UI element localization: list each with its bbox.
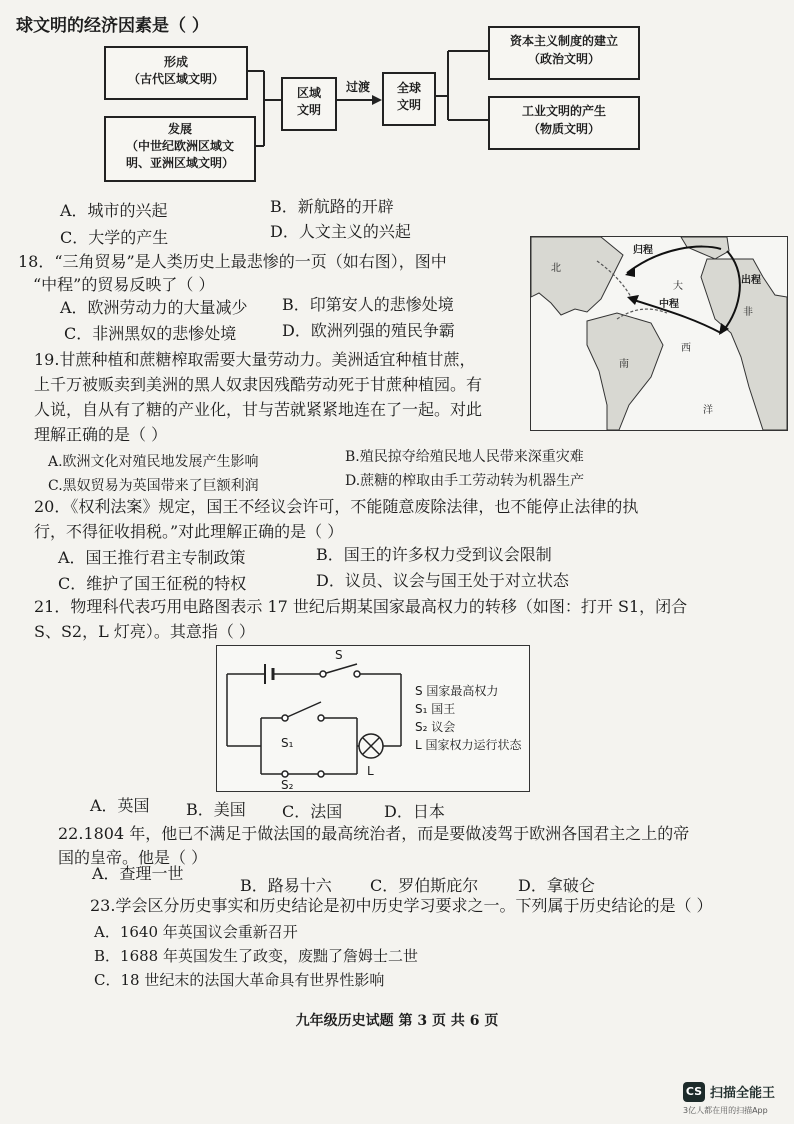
q17-option-b: B．新航路的开辟 bbox=[270, 197, 394, 216]
camscanner-name: 扫描全能王 bbox=[710, 1086, 776, 1101]
map-label-middle: 中程 bbox=[659, 299, 679, 310]
q20-option-d: D．议员、议会与国王处于对立状态 bbox=[316, 571, 569, 590]
box-industrial-line1: 工业文明的产生 bbox=[521, 104, 606, 118]
box-global-line1: 全球 bbox=[396, 81, 421, 95]
box-ancient-subtitle: （古代区域文明） bbox=[127, 72, 224, 86]
map-label-da: 大 bbox=[673, 281, 683, 292]
box-industrial-line2: （物质文明） bbox=[527, 122, 600, 136]
q23-option-b: B．1688 年英国发生了政变，废黜了詹姆士二世 bbox=[94, 947, 418, 965]
q19-option-a: A.欧洲文化对殖民地发展产生影响 bbox=[48, 454, 259, 470]
q22-line2: 国的皇帝。他是（ ） bbox=[58, 848, 208, 867]
camscanner-logo-icon: CS bbox=[683, 1082, 705, 1102]
q21-option-c: C．法国 bbox=[282, 802, 343, 821]
q17-stem: 球文明的经济因素是（ ） bbox=[16, 16, 209, 36]
box-regional-line2: 文明 bbox=[296, 103, 321, 117]
q22-option-b: B．路易十六 bbox=[240, 876, 332, 895]
box-global-line2: 文明 bbox=[396, 98, 421, 112]
circuit-label-s1: S₁ bbox=[281, 736, 294, 750]
camscanner-tagline: 3亿人都在用的扫描App bbox=[683, 1106, 768, 1115]
box-ancient-title: 形成 bbox=[163, 55, 188, 69]
q18-option-d: D．欧洲列强的殖民争霸 bbox=[282, 321, 455, 340]
q18-option-b: B．印第安人的悲惨处境 bbox=[282, 295, 454, 314]
q22-option-c: C．罗伯斯庇尔 bbox=[370, 876, 479, 895]
page-footer: 九年级历史试题 第 3 页 共 6 页 bbox=[295, 1013, 499, 1029]
circuit-label-l: L bbox=[367, 764, 374, 778]
legend-s2: S₂ 议会 bbox=[415, 720, 456, 734]
transition-label: 过渡 bbox=[345, 80, 370, 94]
q19-line4: 理解正确的是（ ） bbox=[34, 425, 168, 444]
map-label-outbound: 出程 bbox=[741, 275, 761, 286]
map-label-north-america: 北 bbox=[551, 263, 561, 274]
q20-line1: 20．《权利法案》规定，国王不经议会许可，不能随意废除法律，也不能停止法律的执 bbox=[34, 497, 639, 516]
map-drawing bbox=[531, 237, 787, 430]
q19-line1: 19.甘蔗种植和蔗糖榨取需要大量劳动力。美洲适宜种植甘蔗， bbox=[34, 350, 476, 369]
q20-option-b: B．国王的许多权力受到议会限制 bbox=[316, 545, 552, 564]
q19-option-b: B.殖民掠夺给殖民地人民带来深重灾难 bbox=[345, 449, 584, 465]
q23-option-a: A．1640 年英国议会重新召开 bbox=[94, 923, 298, 941]
q21-line2: S、S2，L 灯亮）。其意指（ ） bbox=[34, 622, 255, 641]
q18-option-c: C．非洲黑奴的悲惨处境 bbox=[64, 324, 237, 343]
q19-line3: 人说，自从有了糖的产业化，甘与苦就紧紧地连在了一起。对此 bbox=[34, 400, 483, 419]
q17-option-c: C．大学的产生 bbox=[60, 228, 169, 247]
q20-option-a: A．国王推行君主专制政策 bbox=[58, 548, 246, 567]
q18-line2: “中程”的贸易反映了（ ） bbox=[33, 275, 215, 294]
q23-stem: 23.学会区分历史事实和历史结论是初中历史学习要求之一。下列属于历史结论的是（ ） bbox=[90, 896, 713, 915]
legend-s1: S₁ 国王 bbox=[415, 702, 456, 716]
q21-option-a: A．英国 bbox=[90, 796, 150, 815]
triangular-trade-map bbox=[530, 236, 788, 431]
box-capitalism-line2: （政治文明） bbox=[527, 52, 600, 66]
q23-option-c: C．18 世纪末的法国大革命具有世界性影响 bbox=[94, 971, 385, 989]
map-label-africa: 非 bbox=[743, 307, 753, 318]
q17-option-d: D．人文主义的兴起 bbox=[270, 222, 411, 241]
circuit-label-s: S bbox=[335, 648, 343, 662]
q22-line1: 22.1804 年，他已不满足于做法国的最高统治者，而是要做凌驾于欧洲各国君主之上的帝 bbox=[58, 824, 690, 843]
q19-option-c: C.黑奴贸易为英国带来了巨额利润 bbox=[48, 478, 259, 494]
box-medieval-line2: （中世纪欧洲区域文 bbox=[125, 139, 234, 153]
q22-option-a: A．查理一世 bbox=[92, 864, 184, 883]
box-medieval-line3: 明、亚洲区域文明） bbox=[125, 156, 234, 170]
circuit-diagram bbox=[216, 645, 530, 792]
map-label-xi: 西 bbox=[681, 343, 691, 354]
box-medieval-title: 发展 bbox=[167, 122, 192, 136]
q22-option-d: D．拿破仑 bbox=[518, 876, 595, 895]
legend-l: L 国家权力运行状态 bbox=[415, 738, 522, 752]
q21-option-d: D．日本 bbox=[384, 802, 445, 821]
map-label-south-america: 南 bbox=[619, 359, 629, 370]
q19-line2: 上千万被贩卖到美洲的黑人奴隶因残酷劳动死于甘蔗种植园。有 bbox=[34, 375, 483, 394]
circuit-label-s2: S₂ bbox=[281, 778, 294, 792]
q20-line2: 行，不得征收捐税。”对此理解正确的是（ ） bbox=[34, 522, 344, 541]
box-regional-line1: 区域 bbox=[296, 86, 321, 100]
q18-line1: 18．“三角贸易”是人类历史上最悲惨的一页（如右图），图中 bbox=[18, 252, 447, 271]
legend-s: S 国家最高权力 bbox=[415, 684, 499, 698]
box-capitalism-line1: 资本主义制度的建立 bbox=[509, 34, 618, 48]
map-label-yang: 洋 bbox=[703, 405, 713, 416]
q21-option-b: B．美国 bbox=[186, 800, 246, 819]
q20-option-c: C．维护了国王征税的特权 bbox=[58, 574, 247, 593]
map-label-return: 归程 bbox=[633, 245, 653, 256]
q19-option-d: D.蔗糖的榨取由手工劳动转为机器生产 bbox=[345, 473, 585, 489]
q18-option-a: A．欧洲劳动力的大量减少 bbox=[60, 298, 248, 317]
q21-line1: 21．物理科代表巧用电路图表示 17 世纪后期某国家最高权力的转移（如图：打开 S1，闭合 bbox=[34, 597, 688, 616]
q17-option-a: A．城市的兴起 bbox=[60, 201, 168, 220]
